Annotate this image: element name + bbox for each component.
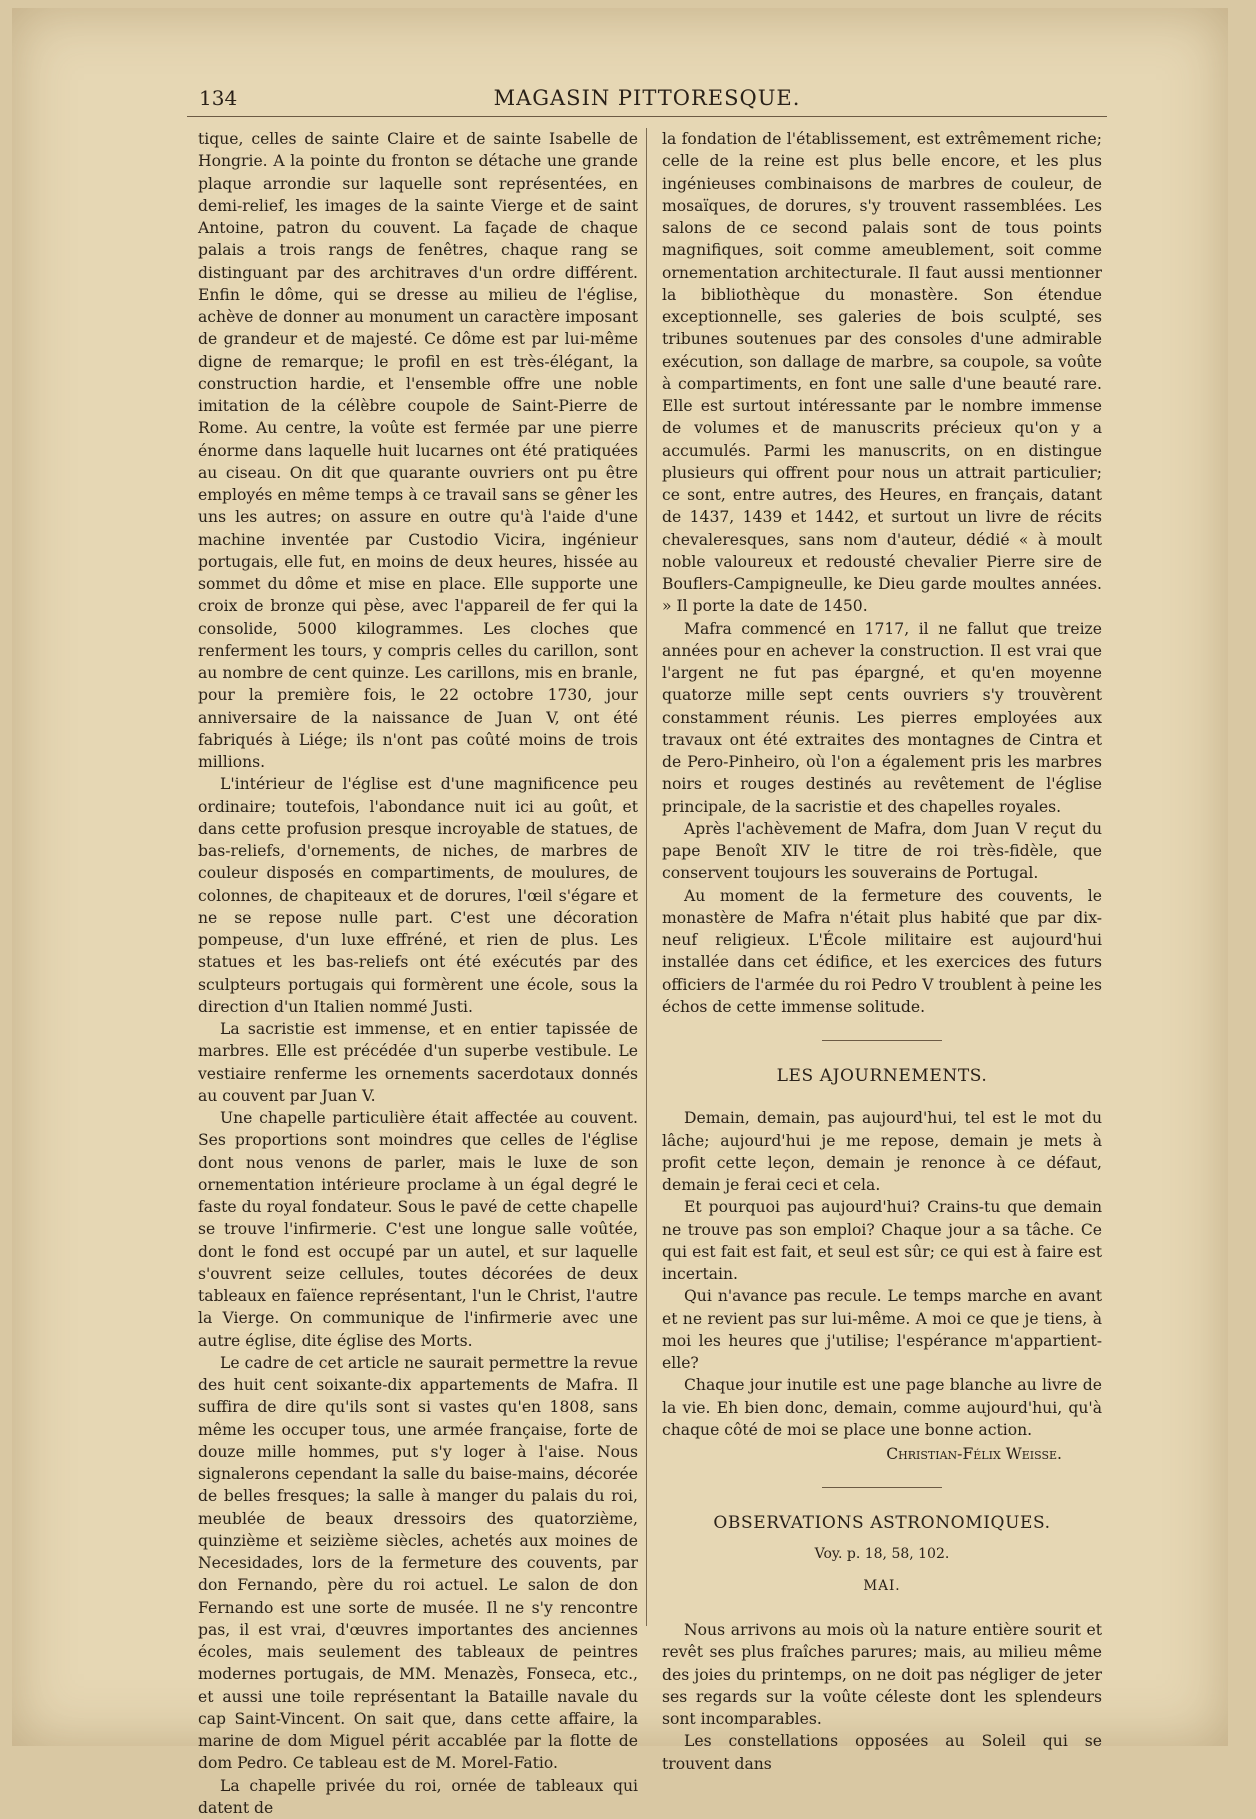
page-header: [187, 86, 1107, 117]
section-separator: [822, 1487, 942, 1488]
paragraph: La sacristie est immense, et en entier tapissée de marbres. Elle est précédée d'un superbe vestibule. Le vestiaire renferme les ornements sacerdotaux donnés au couvent par Juan V.: [198, 1018, 638, 1107]
paragraph: Une chapelle particulière était affectée au couvent. Ses proportions sont moindres que celles de l'église dont nous venons de parler, mais le luxe de son ornementation intérieure proclame à un égal degré le faste du royal fondateur. Sous le pavé de cette chapelle se trouve l'infirmerie. C'est une longue salle voûtée, dont le fond est occupé par un autel, et sur laquelle s'ouvrent seize cellules, toutes décorées de deux tableaux en faïence représentant, l'un le Christ, l'autre la Vierge. On communique de l'infirmerie avec une autre église, dite église des Morts.: [198, 1107, 638, 1352]
paragraph: Qui n'avance pas recule. Le temps marche en avant et ne revient pas sur lui-même. A moi ce que je tiens, à moi les heures que j'utilise; l'espérance m'appartient-elle?: [662, 1285, 1102, 1374]
page-number: 134: [199, 86, 237, 110]
paragraph: Nous arrivons au mois où la nature entière sourit et revêt ses plus fraîches parures; mais, au milieu même des joies du printemps, on ne doit pas négliger de jeter ses regards sur la voûte céleste dont les splendeurs sont incomparables.: [662, 1619, 1102, 1730]
left-column: [198, 128, 638, 1819]
section-observations: [662, 1543, 1102, 1775]
column-divider: [646, 128, 647, 1626]
month-subhead: MAI.: [662, 1575, 1102, 1597]
paragraph: tique, celles de sainte Claire et de sainte Isabelle de Hongrie. A la pointe du fronton se détache une grande plaque arrondie sur laquelle sont représentées, en demi-relief, les images de la sainte Vierge et de saint Antoine, patron du couvent. La façade de chaque palais a trois rangs de fenêtres, chaque rang se distinguant par des architraves d'un ordre différent. Enfin le dôme, qui se dresse au milieu de l'église, achève de donner au monument un caractère imposant de grandeur et de majesté. Ce dôme est par lui-même digne de remarque; le profil en est très-élégant, la construction hardie, et l'ensemble offre une noble imitation de la célèbre coupole de Saint-Pierre de Rome. Au centre, la voûte est fermée par une pierre énorme dans laquelle huit lucarnes ont été pratiquées au ciseau. On dit que quarante ouvriers ont pu être employés en même temps à ce travail sans se gêner les uns les autres; on assure en outre qu'à l'aide d'une machine inventée par Custodio Vicira, ingénieur portugais, elle fut, en moins de deux heures, hissée au sommet du dôme et mise en place. Elle supporte une croix de bronze qui pèse, avec l'appareil de fer qui la consolide, 5000 kilogrammes. Les cloches que renferment les tours, y compris celles du carillon, sont au nombre de cent quinze. Les carillons, mis en branle, pour la première fois, le 22 octobre 1730, jour anniversaire de la naissance de Juan V, ont été fabriqués à Liége; ils n'ont pas coûté moins de trois millions.: [198, 128, 638, 773]
section-ajournements: [662, 1107, 1102, 1465]
paragraph: Demain, demain, pas aujourd'hui, tel est le mot du lâche; aujourd'hui je me repose, demain je mets à profit cette leçon, demain je renonce à ce défaut, demain je ferai ceci et cela.: [662, 1107, 1102, 1196]
paragraph: Les constellations opposées au Soleil qui se trouvent dans: [662, 1730, 1102, 1775]
section-title-observations: OBSERVATIONS ASTRONOMIQUES.: [662, 1512, 1102, 1534]
right-column: [662, 128, 1102, 1775]
section-separator: [822, 1040, 942, 1041]
paragraph: Après l'achèvement de Mafra, dom Juan V reçut du pape Benoît XIV le titre de roi très-fidèle, que conservent toujours les souverains de Portugal.: [662, 818, 1102, 885]
section-title-ajournements: LES AJOURNEMENTS.: [662, 1065, 1102, 1087]
running-title: MAGASIN PITTORESQUE.: [187, 86, 1107, 110]
paragraph: L'intérieur de l'église est d'une magnificence peu ordinaire; toutefois, l'abondance nuit ici au goût, et dans cette profusion presque incroyable de statues, de bas-reliefs, d'ornements, de niches, de marbres de couleur disposés en compartiments, de moulures, de colonnes, de chapiteaux et de dorures, l'œil s'égare et ne se repose nulle part. C'est une décoration pompeuse, d'un luxe effréné, et rien de plus. Les statues et les bas-reliefs ont été exécutés par des sculpteurs portugais qui formèrent une école, sous la direction d'un Italien nommé Justi.: [198, 773, 638, 1018]
author-signature: Christian-Félix Weisse.: [662, 1443, 1102, 1465]
newspaper-page: [12, 8, 1228, 1746]
paragraph: Chaque jour inutile est une page blanche au livre de la vie. Eh bien donc, demain, comme aujourd'hui, qu'à chaque côté de moi se place une bonne action.: [662, 1374, 1102, 1441]
paragraph: Au moment de la fermeture des couvents, le monastère de Mafra n'était plus habité que par dix-neuf religieux. L'École militaire est aujourd'hui installée dans cet édifice, et les exercices des futurs officiers de l'armée du roi Pedro V troublent à peine les échos de cette immense solitude.: [662, 885, 1102, 1019]
paragraph: Et pourquoi pas aujourd'hui? Crains-tu que demain ne trouve pas son emploi? Chaque jour a sa tâche. Ce qui est fait est fait, et seul est sûr; ce qui est à faire est incertain.: [662, 1196, 1102, 1285]
paragraph: La chapelle privée du roi, ornée de tableaux qui datent de: [198, 1775, 638, 1819]
paragraph: Mafra commencé en 1717, il ne fallut que treize années pour en achever la construction. Il est vrai que l'argent ne fut pas épargné, et qu'en moyenne quatorze mille sept cents ouvriers s'y trouvèrent constamment réunis. Les pierres employées aux travaux ont été extraites des montagnes de Cintra et de Pero-Pinheiro, où l'on a également pris les marbres noirs et rouges destinés au revêtement de l'église principale, de la sacristie et des chapelles royales.: [662, 618, 1102, 818]
paragraph: Le cadre de cet article ne saurait permettre la revue des huit cent soixante-dix appartements de Mafra. Il suffira de dire qu'ils sont si vastes qu'en 1808, sans même les occuper tous, une armée française, forte de douze mille hommes, put s'y loger à l'aise. Nous signalerons cependant la salle du baise-mains, décorée de belles fresques; la salle à manger du palais du roi, meublée de beaux dressoirs des quatorzième, quinzième et seizième siècles, achetés aux moines de Necesidades, lors de la fermeture des couvents, par don Fernando, père du roi actuel. Le salon de don Fernando est une sorte de musée. Il ne s'y rencontre pas, il est vrai, d'œuvres importantes des anciennes écoles, mais seulement des tableaux de peintres modernes portugais, de MM. Menazès, Fonseca, etc., et aussi une toile représentant la Bataille navale du cap Saint-Vincent. On sait que, dans cette affaire, la marine de dom Miguel périt accablée par la flotte de dom Pedro. Ce tableau est de M. Morel-Fatio.: [198, 1352, 638, 1775]
paragraph: la fondation de l'établissement, est extrêmement riche; celle de la reine est plus belle encore, et les plus ingénieuses combinaisons de marbres de couleur, de mosaïques, de dorures, s'y trouvent rassemblées. Les salons de ce second palais sont de tous points magnifiques, soit comme ameublement, soit comme ornementation architecturale. Il faut aussi mentionner la bibliothèque du monastère. Son étendue exceptionnelle, ses galeries de bois sculpté, ses tribunes soutenues par des consoles d'une admirable exécution, son dallage de marbre, sa coupole, sa voûte à compartiments, en font une salle d'une beauté rare. Elle est surtout intéressante par le nombre immense de volumes et de manuscrits précieux qu'on y a accumulés. Parmi les manuscrits, on en distingue plusieurs qui offrent pour nous un attrait particulier; ce sont, entre autres, des Heures, en français, datant de 1437, 1439 et 1442, et surtout un livre de récits chevaleresques, sans nom d'auteur, dédié « à moult noble valoureux et redousté chevalier Pierre sire de Bouflers-Campigneulle, ke Dieu garde moultes années. » Il porte la date de 1450.: [662, 128, 1102, 618]
reference-note: Voy. p. 18, 58, 102.: [662, 1543, 1102, 1565]
